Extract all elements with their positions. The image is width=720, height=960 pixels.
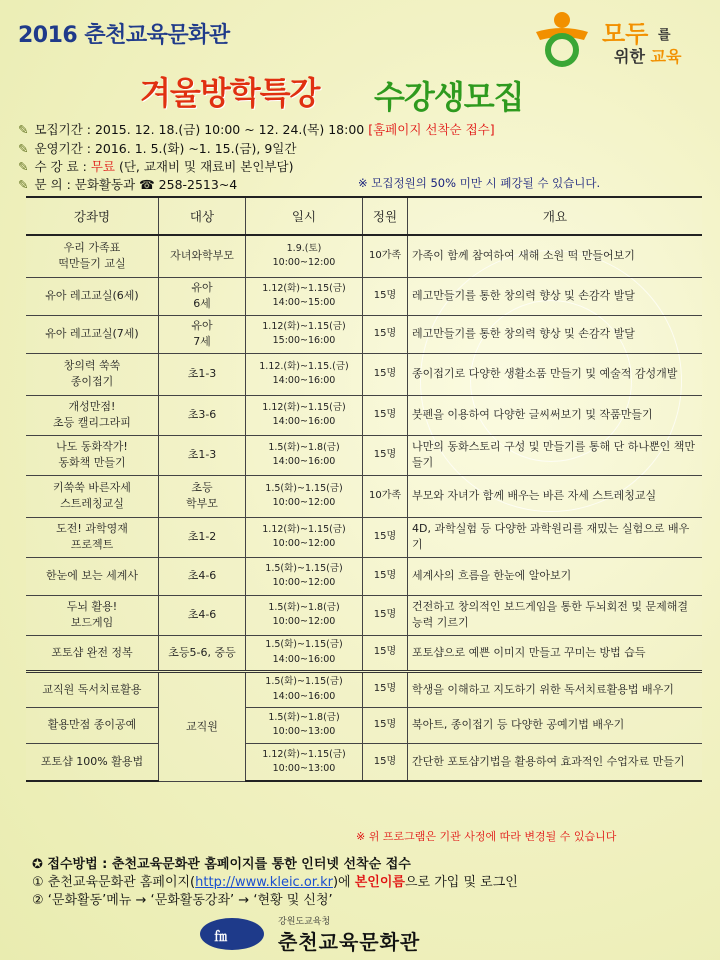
header-title: 2016 춘천교육문화관 (18, 23, 230, 48)
fee-label: 수 강 료 : (34, 159, 91, 174)
course-description: 간단한 포토샵기법을 활용하여 효과적인 수업자료 만들기 (408, 743, 703, 781)
course-capacity: 15명 (363, 595, 408, 635)
course-description: 레고만들기를 통한 창의력 향상 및 손감각 발달 (408, 315, 703, 353)
table-header-row (26, 197, 702, 235)
course-name: 유아 레고교실(6세) (26, 277, 159, 315)
course-description: 북아트, 종이접기 등 다양한 공예기법 배우기 (408, 707, 703, 743)
table-row (26, 395, 702, 435)
course-description: 4D, 과학실험 등 다양한 과학원리를 재밌는 실험으로 배우기 (408, 517, 703, 557)
course-name: 활용만점 종이공예 (26, 707, 159, 743)
column-header: 강좌명 (26, 197, 159, 235)
pencil-icon: ✎ (18, 122, 29, 137)
fee-info (18, 157, 293, 175)
course-table (26, 196, 702, 782)
course-target: 유아 6세 (159, 277, 246, 315)
course-schedule: 1.12(화)~1.15(금) 15:00~16:00 (246, 315, 363, 353)
homepage-link[interactable]: http://www.kleic.or.kr (195, 875, 333, 890)
course-target: 초4-6 (159, 595, 246, 635)
course-schedule: 1.12(화)~1.15(금) 10:00~13:00 (246, 743, 363, 781)
course-target: 초등5-6, 중등 (159, 635, 246, 671)
pencil-icon: ✎ (18, 159, 29, 174)
course-schedule: 1.12.(화)~1.15.(금) 14:00~16:00 (246, 353, 363, 395)
course-capacity: 15명 (363, 557, 408, 595)
table-row (26, 595, 702, 635)
course-capacity: 15명 (363, 707, 408, 743)
logo-text-1-suffix: 를 (658, 28, 671, 43)
course-name: 도전! 과학영재 프로젝트 (26, 517, 159, 557)
logo-text-2a: 위한 (614, 47, 645, 66)
column-header: 개요 (408, 197, 703, 235)
course-schedule: 1.5(화)~1.8(금) 14:00~16:00 (246, 435, 363, 475)
course-description: 나만의 동화스토리 구성 및 만들기를 통해 단 하나뿐인 책만들기 (408, 435, 703, 475)
course-schedule: 1.5(화)~1.8(금) 10:00~13:00 (246, 707, 363, 743)
table-row (26, 277, 702, 315)
course-name: 나도 동화작가! 동화책 만들기 (26, 435, 159, 475)
course-target: 초등 학부모 (159, 475, 246, 517)
recruit-period (18, 120, 495, 138)
course-capacity: 15명 (363, 353, 408, 395)
table-row (26, 743, 702, 781)
table-row (26, 475, 702, 517)
course-description: 종이접기로 다양한 생활소품 만들기 및 예술적 감성개발 (408, 353, 703, 395)
course-capacity: 15명 (363, 635, 408, 671)
step1-text-c: 으로 가입 및 로그인 (404, 875, 518, 890)
person-logo-icon (532, 10, 594, 68)
fee-value: 무료 (90, 159, 115, 174)
course-target: 초4-6 (159, 557, 246, 595)
course-description: 세계사의 흐름을 한눈에 알아보기 (408, 557, 703, 595)
course-description: 부모와 자녀가 함께 배우는 바른 자세 스트레칭교실 (408, 475, 703, 517)
table-row (26, 671, 702, 707)
course-target: 교직원 (159, 671, 246, 781)
course-description: 건전하고 창의적인 보드게임을 통한 두뇌회전 및 문제해결능력 기르기 (408, 595, 703, 635)
course-schedule: 1.5(화)~1.15(금) 14:00~16:00 (246, 671, 363, 707)
change-footnote: ※ 위 프로그램은 기관 사정에 따라 변경될 수 있습니다 (356, 830, 617, 843)
course-schedule: 1.5(화)~1.8(금) 10:00~12:00 (246, 595, 363, 635)
recruit-period-text: 모집기간 : 2015. 12. 18.(금) 10:00 ~ 12. 24.(목) 18:00 (34, 122, 365, 137)
operation-period (18, 139, 296, 157)
course-target: 초1-3 (159, 435, 246, 475)
course-target: 초1-2 (159, 517, 246, 557)
table-row (26, 435, 702, 475)
course-capacity: 15명 (363, 435, 408, 475)
step1-own-name: 본인이름 (354, 875, 405, 890)
course-name: 유아 레고교실(7세) (26, 315, 159, 353)
course-name: 포토샵 완전 정복 (26, 635, 159, 671)
course-schedule: 1.5(화)~1.15(금) 10:00~12:00 (246, 475, 363, 517)
table-row (26, 517, 702, 557)
emblem-text: ㎙ (214, 930, 227, 945)
course-description: 레고만들기를 통한 창의력 향상 및 손감각 발달 (408, 277, 703, 315)
logo-text-1: 모두 (602, 20, 649, 48)
table-row (26, 235, 702, 277)
registration-method-title: ✪ 접수방법 : 춘천교육문화관 홈페이지를 통한 인터넷 선착순 접수 (32, 857, 411, 872)
table-row (26, 557, 702, 595)
table-row (26, 635, 702, 671)
contact-text: 문 의 : 문화활동과 ☎ 258-2513~4 (34, 177, 238, 192)
course-name: 키쑥쑥 바른자세 스트레칭교실 (26, 475, 159, 517)
course-capacity: 15명 (363, 315, 408, 353)
operation-period-text: 운영기간 : 2016. 1. 5.(화) ~1. 15.(금), 9일간 (34, 141, 297, 156)
course-capacity: 15명 (363, 395, 408, 435)
course-schedule: 1.5(화)~1.15(금) 10:00~12:00 (246, 557, 363, 595)
course-name: 개성만점! 초등 캘리그라피 (26, 395, 159, 435)
emblem-icon (200, 918, 264, 950)
course-schedule: 1.5(화)~1.15(금) 14:00~16:00 (246, 635, 363, 671)
course-capacity: 10가족 (363, 235, 408, 277)
course-name: 교직원 독서치료활용 (26, 671, 159, 707)
pencil-icon: ✎ (18, 141, 29, 156)
course-capacity: 15명 (363, 517, 408, 557)
registration-step-1 (32, 871, 518, 890)
footer-name: 춘천교육문화관 (278, 930, 421, 954)
footer-logo (200, 914, 500, 954)
table-row (26, 315, 702, 353)
step1-text-b: )에 (332, 875, 355, 890)
main-title-part2: 수강생모집 (374, 78, 524, 116)
course-schedule: 1.12(화)~1.15(금) 14:00~16:00 (246, 395, 363, 435)
slogan-logo (532, 10, 712, 70)
course-capacity: 10가족 (363, 475, 408, 517)
step1-text-a: ① 춘천교육문화관 홈페이지( (32, 875, 196, 890)
course-schedule: 1.12(화)~1.15(금) 14:00~15:00 (246, 277, 363, 315)
course-description: 학생을 이해하고 지도하기 위한 독서치료활용법 배우기 (408, 671, 703, 707)
main-title-part1: 겨울방학특강 (140, 74, 320, 112)
course-target: 유아 7세 (159, 315, 246, 353)
closure-notice: ※ 모집정원의 50% 미만 시 폐강될 수 있습니다. (358, 176, 601, 190)
column-header: 일시 (246, 197, 363, 235)
course-name: 우리 가족표 떡만들기 교실 (26, 235, 159, 277)
course-capacity: 15명 (363, 277, 408, 315)
course-description: 붓펜을 이용하여 다양한 글씨써보기 및 작품만들기 (408, 395, 703, 435)
course-schedule: 1.12(화)~1.15(금) 10:00~12:00 (246, 517, 363, 557)
table-row (26, 707, 702, 743)
course-capacity: 15명 (363, 743, 408, 781)
pencil-icon: ✎ (18, 177, 29, 192)
course-name: 한눈에 보는 세계사 (26, 557, 159, 595)
course-name: 두뇌 활용! 보드게임 (26, 595, 159, 635)
course-schedule: 1.9.(토) 10:00~12:00 (246, 235, 363, 277)
registration-step-2: ② ‘문화활동’메뉴 → ‘문화활동강좌’ → ‘현황 및 신청’ (32, 893, 333, 908)
course-target: 자녀와학부모 (159, 235, 246, 277)
course-description: 가족이 함께 참여하여 새해 소원 떡 만들어보기 (408, 235, 703, 277)
contact-info (18, 175, 237, 193)
footer-org: 강원도교육청 (278, 917, 331, 927)
column-header: 대상 (159, 197, 246, 235)
course-target: 초1-3 (159, 353, 246, 395)
column-header: 정원 (363, 197, 408, 235)
course-target: 초3-6 (159, 395, 246, 435)
logo-text-2 (614, 44, 681, 67)
course-name: 포토샵 100% 활용법 (26, 743, 159, 781)
course-capacity: 15명 (363, 671, 408, 707)
course-description: 포토샵으로 예쁜 이미지 만들고 꾸미는 방법 습득 (408, 635, 703, 671)
fee-note: (단, 교재비 및 재료비 본인부담) (114, 159, 294, 174)
course-name: 창의력 쑥쑥 종이접기 (26, 353, 159, 395)
logo-text-2b: 교육 (650, 47, 682, 66)
recruit-note: [홈페이지 선착순 접수] (368, 122, 495, 137)
table-row (26, 353, 702, 395)
